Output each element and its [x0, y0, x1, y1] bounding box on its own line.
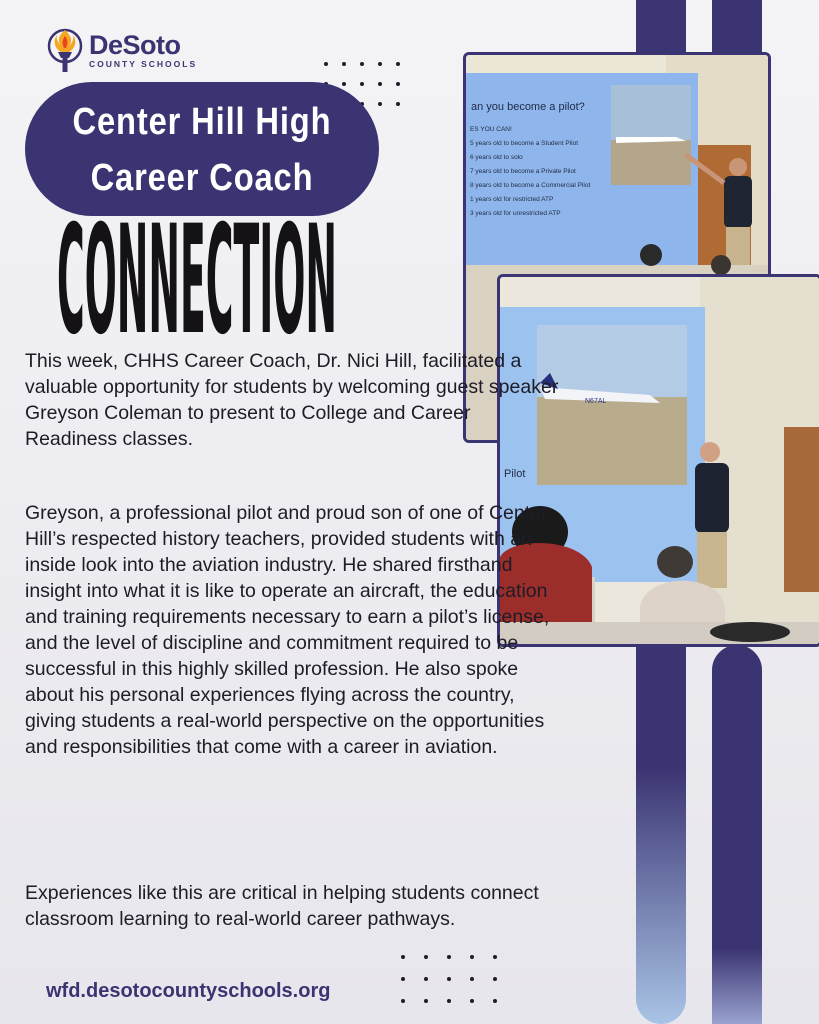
dot [401, 955, 405, 959]
dot [360, 82, 364, 86]
dot [401, 977, 405, 981]
dot [424, 999, 428, 1003]
paragraph-speaker: Greyson, a professional pilot and proud son of one of Center Hill’s respected history teachers, provided students with an inside look into the aviation industry. He shared firsthand insight into what it is like to operate an aircraft, the education and training requirements necessary to earn a pilot’s license, and the level of discipline and commitment required to be successful in this highly skilled profession. He also spoke about his personal experiences flying across the country, giving students a real-world perspective on the opportunities and responsibilities that come with a career in aviation. [25, 502, 550, 758]
dot [493, 977, 497, 981]
slide-line: ES YOU CAN! [470, 126, 512, 133]
district-logo[interactable] [47, 26, 197, 74]
dot [378, 62, 382, 66]
slide-line: 6 years old to solo [470, 154, 523, 161]
torch-icon [47, 26, 83, 74]
dot [470, 955, 474, 959]
slide-line: 8 years old to become a Commercial Pilot [470, 182, 591, 189]
title-line2: Career Coach [90, 157, 314, 199]
slide-line: 3 years old for unrestricted ATP [470, 210, 561, 217]
dot [342, 82, 346, 86]
dot [378, 82, 382, 86]
dot [447, 955, 451, 959]
footer-url-link[interactable]: wfd.desotocountyschools.org [46, 980, 331, 1002]
decor-bar-right-bottom [712, 645, 762, 1024]
paragraph-closing: Experiences like this are critical in helping students connect classroom learning to real-world career pathways. [25, 882, 539, 930]
dot [424, 977, 428, 981]
dot [470, 977, 474, 981]
dot [493, 955, 497, 959]
dot [424, 955, 428, 959]
dot [447, 977, 451, 981]
dot [493, 999, 497, 1003]
connection-heading [52, 185, 342, 345]
dot [324, 62, 328, 66]
dot [378, 102, 382, 106]
dot [401, 999, 405, 1003]
dot [447, 999, 451, 1003]
logo-subtitle: COUNTY SCHOOLS [89, 59, 198, 69]
dot [470, 999, 474, 1003]
slide-label: Pilot [504, 468, 526, 480]
plane-tail-number: N67AL [585, 398, 607, 405]
paragraph-intro: This week, CHHS Career Coach, Dr. Nici Hill, facilitated a valuable opportunity for students by welcoming guest speaker Greyson Coleman to present to College and Career Readiness classes. [25, 350, 559, 450]
dot [342, 62, 346, 66]
logo-name: DeSoto [89, 30, 181, 60]
slide-line: 5 years old to become a Student Pilot [470, 140, 579, 147]
slide-heading: an you become a pilot? [471, 101, 585, 113]
dot [396, 82, 400, 86]
dot [396, 62, 400, 66]
dot [360, 62, 364, 66]
dot-grid-bottom [401, 955, 516, 1021]
connection-text: CONNECTION [57, 194, 337, 345]
title-line1: Center Hill High [72, 101, 332, 143]
slide-line: 7 years old to become a Private Pilot [470, 168, 576, 175]
slide-line: 1 years old for restricted ATP [470, 196, 554, 203]
dot [396, 102, 400, 106]
